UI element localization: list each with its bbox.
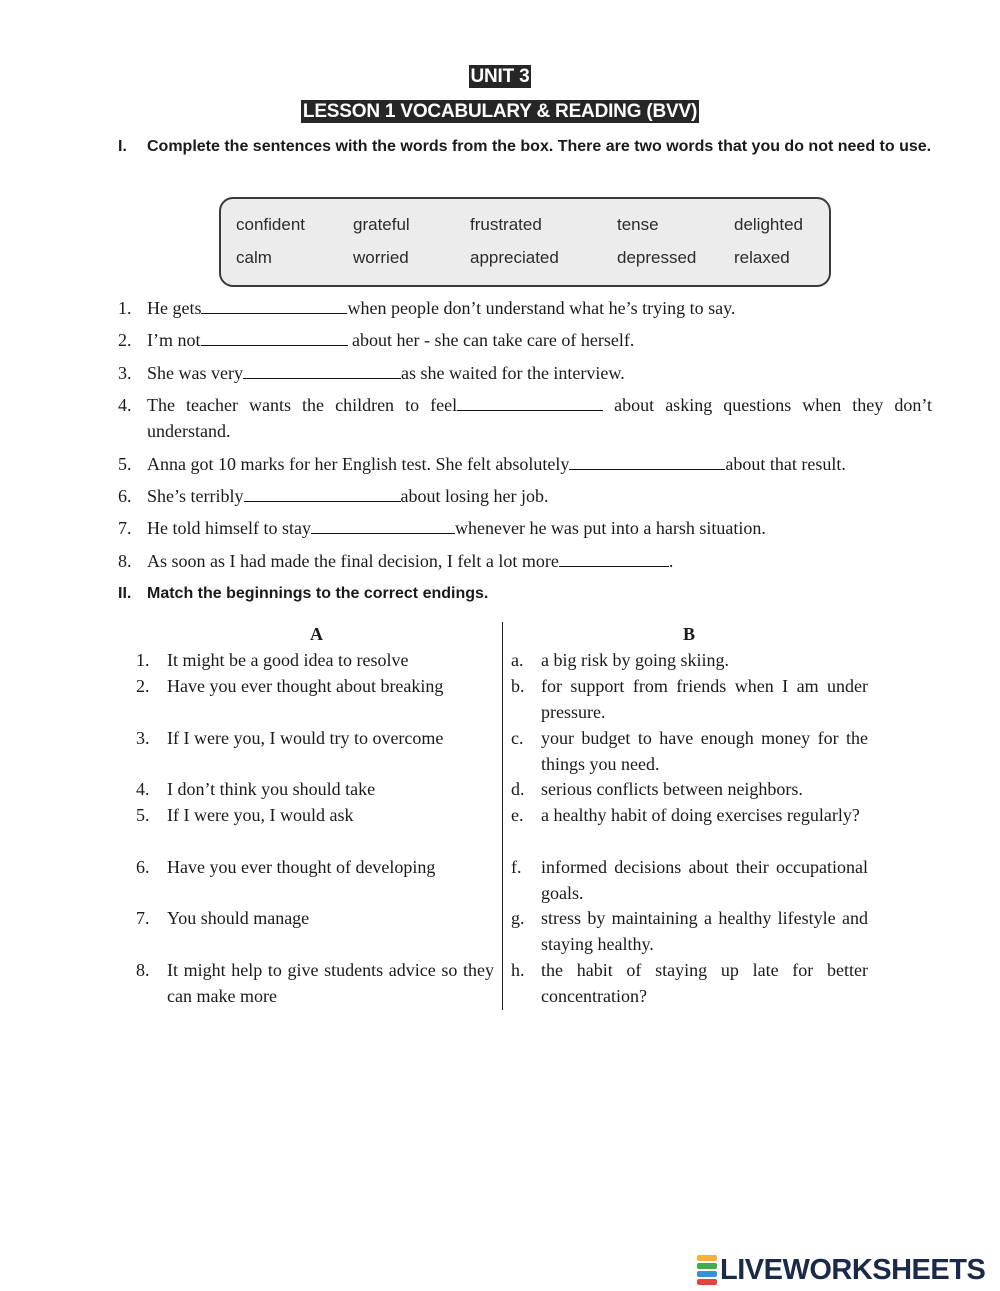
match-beginning-1[interactable]: 1. It might be a good idea to resolve: [136, 650, 409, 670]
word-box-word: confident: [236, 215, 305, 234]
question-5: 5. Anna got 10 marks for her English test. She felt absolutely about that result.: [118, 454, 846, 474]
section-1-number: I.: [118, 138, 127, 155]
word-box: [219, 197, 831, 287]
match-ending-c[interactable]: c. your budget to have enough money for the things you need.: [511, 728, 868, 774]
column-a-header: A: [310, 624, 323, 644]
section-1-heading: [118, 133, 938, 160]
match-ending-e[interactable]: e. a healthy habit of doing exercises regularly?: [511, 805, 860, 825]
section-2-instruction: Match the beginnings to the correct endings.: [147, 585, 489, 602]
word-box-word: depressed: [617, 248, 697, 267]
answer-blank[interactable]: [559, 549, 669, 567]
column-b-header: B: [683, 624, 696, 644]
question-1: 1. He gets when people don’t understand what he’s trying to say.: [118, 298, 736, 318]
liveworksheets-logo[interactable]: [697, 1253, 985, 1287]
answer-blank[interactable]: [457, 393, 603, 411]
match-ending-f[interactable]: f. informed decisions about their occupational goals.: [511, 857, 868, 903]
answer-blank[interactable]: [244, 484, 401, 502]
answer-blank[interactable]: [311, 516, 455, 534]
word-box-word: worried: [353, 248, 409, 267]
column-divider: [502, 622, 503, 1010]
question-2: 2. I’m not about her - she can take care of herself.: [118, 330, 635, 350]
match-ending-d[interactable]: d. serious conflicts between neighbors.: [511, 779, 803, 799]
answer-blank[interactable]: [569, 452, 725, 470]
question-8: 8. As soon as I had made the final decision, I felt a lot more .: [118, 551, 674, 571]
word-box-word: grateful: [353, 215, 410, 234]
question-3: 3. She was very as she waited for the interview.: [118, 363, 625, 383]
section-1-instruction: Complete the sentences with the words from the box. There are two words that you do not need to use.: [147, 138, 932, 155]
match-beginning-4[interactable]: 4. I don’t think you should take: [136, 779, 376, 799]
section-2-heading: [118, 580, 938, 607]
match-ending-a[interactable]: a. a big risk by going skiing.: [511, 650, 729, 670]
liveworksheets-logo-icon: [697, 1255, 717, 1285]
match-beginning-6[interactable]: 6. Have you ever thought of developing: [136, 857, 436, 877]
question-6: 6. She’s terribly about losing her job.: [118, 486, 549, 506]
match-ending-b[interactable]: b. for support from friends when I am under pressure.: [511, 676, 868, 722]
match-ending-g[interactable]: g. stress by maintaining a healthy lifestyle and staying healthy.: [511, 908, 868, 954]
word-box-word: appreciated: [470, 248, 559, 267]
unit-title: UNIT 3: [470, 66, 530, 87]
answer-blank[interactable]: [201, 296, 347, 314]
word-box-word: delighted: [734, 215, 804, 234]
match-beginning-5[interactable]: 5. If I were you, I would ask: [136, 805, 354, 825]
match-beginning-2[interactable]: 2. Have you ever thought about breaking: [136, 676, 444, 696]
question-7: 7. He told himself to stay whenever he was put into a harsh situation.: [118, 518, 766, 538]
match-beginning-8[interactable]: 8. It might help to give students advice so they can make more: [136, 960, 494, 1006]
match-beginning-7[interactable]: 7. You should manage: [136, 908, 310, 928]
match-ending-h[interactable]: h. the habit of staying up late for better concentration?: [511, 960, 868, 1006]
word-box-word: frustrated: [470, 215, 542, 234]
word-box-word: relaxed: [734, 248, 790, 267]
logo-text: LIVEWORKSHEETS: [720, 1253, 986, 1286]
word-box-word: tense: [617, 215, 659, 234]
section-2-number: II.: [118, 585, 132, 602]
answer-blank[interactable]: [201, 328, 348, 346]
match-beginning-3[interactable]: 3. If I were you, I would try to overcome: [136, 728, 444, 748]
question-4: 4. The teacher wants the children to feel about asking questions when they don’t understand.: [118, 395, 933, 441]
answer-blank[interactable]: [243, 361, 401, 379]
lesson-title: LESSON 1 VOCABULARY & READING (BVV): [302, 101, 698, 122]
word-box-word: calm: [236, 248, 272, 267]
